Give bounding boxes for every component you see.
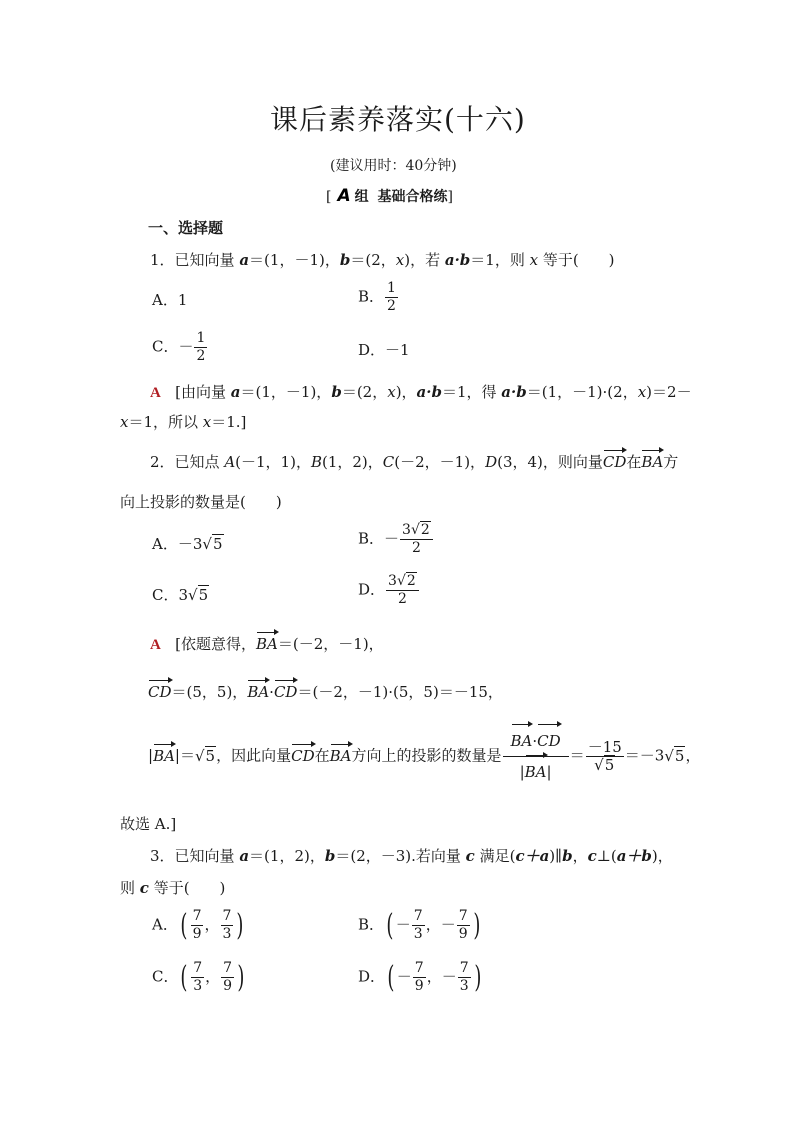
q3-stem-line1 bbox=[150, 846, 673, 866]
q2-sol2-vec-cd: CD bbox=[148, 683, 172, 701]
q1-option-b bbox=[358, 280, 399, 315]
q2-point-d: D bbox=[485, 453, 498, 471]
frac bbox=[412, 908, 425, 943]
q1-option-b-frac bbox=[385, 280, 398, 315]
q2-sol2-a: ＝(5，5)， bbox=[171, 683, 248, 701]
frac-num: 7 bbox=[458, 908, 468, 924]
q3-cond-end: )， bbox=[651, 847, 673, 865]
abs-right: |＝ bbox=[174, 746, 195, 765]
section-title: 一、选择题 bbox=[148, 219, 224, 237]
q3-cond-a: 满足( bbox=[474, 847, 516, 865]
time-note: (建议用时：40分钟) bbox=[330, 158, 457, 174]
q1-sol-c: ＝(2， bbox=[341, 383, 388, 401]
q1-sol-ab2: a·b bbox=[501, 383, 527, 401]
q2-option-c-label: C．3 bbox=[152, 586, 189, 604]
q2-coord-d: (3，4)，则向量 bbox=[497, 453, 603, 471]
q1-eq-ab: ＝1，则 bbox=[470, 251, 530, 269]
frac-den: 2 bbox=[411, 540, 421, 556]
q2-zai: 在 bbox=[626, 453, 642, 471]
abs-left: | bbox=[148, 746, 154, 765]
frac-num: 7 bbox=[459, 960, 469, 976]
frac-num: 7 bbox=[192, 908, 202, 924]
q3-stem-a: 3．已知向量 bbox=[150, 847, 240, 865]
q1-sol-vec-b: b bbox=[331, 383, 342, 401]
q2-vec-ba: BA bbox=[641, 453, 664, 471]
q2-sol1-b: ＝(－2，－1)， bbox=[277, 635, 384, 653]
q3-stem2-a: 则 bbox=[120, 879, 140, 897]
q2-option-a bbox=[152, 534, 224, 554]
q2-sol3-eq2: ＝－3 bbox=[624, 746, 665, 765]
q2-sol1-a: [依题意得， bbox=[175, 635, 257, 653]
q1-vec-a: a bbox=[239, 251, 250, 269]
sqrt-radicand: 2 bbox=[406, 573, 416, 589]
paren-left: ( bbox=[387, 959, 395, 995]
frac-den: 9 bbox=[414, 978, 424, 994]
frac-dot: · bbox=[532, 732, 538, 750]
sqrt-radicand: 5 bbox=[212, 535, 223, 553]
q2-sol1-vec-ba: BA bbox=[256, 635, 278, 653]
q2-option-d-label: D． bbox=[358, 580, 386, 599]
q3-coord-b: ＝(2，－3).若向量 bbox=[335, 847, 466, 865]
q1-eq-b2: )，若 bbox=[404, 251, 445, 269]
q2-sol3-end: ， bbox=[685, 746, 701, 765]
group-label: 组 bbox=[354, 189, 369, 205]
q2-coord-b: (1，2)， bbox=[321, 453, 383, 471]
q3-stem2-b: 等于( ) bbox=[148, 879, 226, 897]
q1-sol-a: [由向量 bbox=[175, 383, 231, 401]
q2-option-a-label: A．－3 bbox=[152, 535, 203, 553]
q3-option-c-label: C． bbox=[152, 967, 179, 986]
q3-vec-a: a bbox=[239, 847, 250, 865]
frac-den: 3 bbox=[193, 978, 203, 994]
coef: 3 bbox=[402, 522, 411, 538]
neg-sign: － bbox=[440, 915, 456, 934]
sqrt-sign: √5 bbox=[664, 746, 685, 765]
q1-option-c-label: C．－ bbox=[152, 337, 194, 356]
frac-num bbox=[386, 573, 419, 591]
q1-sol-ab: a·b bbox=[416, 383, 442, 401]
coef: 3 bbox=[388, 573, 397, 589]
q1-option-c-frac bbox=[194, 330, 207, 365]
frac bbox=[221, 960, 234, 995]
q3-c-plus-a: c＋a bbox=[515, 847, 550, 865]
sqrt-sign: √2 bbox=[410, 522, 430, 538]
q2-solution-line4: 故选 A.] bbox=[120, 815, 177, 833]
q1-sol2-x2: x bbox=[202, 413, 212, 431]
q1-var-x: x bbox=[395, 251, 405, 269]
sqrt-radicand: 5 bbox=[205, 746, 216, 765]
comma: ， bbox=[204, 915, 220, 934]
frac bbox=[458, 960, 471, 995]
frac bbox=[221, 908, 234, 943]
frac-den: 2 bbox=[196, 348, 206, 364]
q2-sol3-vec-ba2: BA bbox=[329, 746, 352, 765]
q2-stem-a: 2．已知点 bbox=[150, 453, 225, 471]
q2-sol2-b: ＝(－2，－1)·(5，5)＝－15， bbox=[297, 683, 503, 701]
q1-sol-vec-a: a bbox=[230, 383, 241, 401]
paren-left: ( bbox=[386, 907, 394, 943]
sqrt-radicand: 5 bbox=[604, 756, 615, 774]
q2-sol3-eq: ＝ bbox=[569, 746, 585, 765]
frac-vec-ba2: BA bbox=[525, 757, 547, 787]
q1-sol2-x: x bbox=[120, 413, 129, 431]
sqrt-sign: √5 bbox=[188, 586, 209, 604]
group-letter: A bbox=[337, 186, 351, 206]
q1-eq-a: ＝(1，－1)， bbox=[249, 251, 340, 269]
q1-solution-line2 bbox=[120, 412, 246, 432]
neg-sign: － bbox=[395, 915, 411, 934]
paren-right: ) bbox=[237, 959, 245, 995]
q2-option-d bbox=[358, 573, 420, 608]
q2-option-b-frac bbox=[400, 522, 433, 557]
q1-stem bbox=[150, 250, 615, 270]
q1-sol-b: ＝(1，－1)， bbox=[240, 383, 332, 401]
q1-eq-b: ＝(2， bbox=[350, 251, 396, 269]
bracket-left: [ bbox=[326, 189, 332, 205]
q1-sol-x: x bbox=[387, 383, 396, 401]
q2-sol2-vec-cd2: CD bbox=[273, 683, 298, 701]
q3-cond-c: ， bbox=[572, 847, 588, 865]
q2-sol2-dot: · bbox=[269, 683, 274, 701]
page-title: 课后素养落实(十六) bbox=[270, 103, 526, 136]
q3-a-plus-b: a＋b bbox=[616, 847, 652, 865]
bracket-right: ] bbox=[447, 189, 454, 205]
q3-vec-b2: b bbox=[562, 847, 573, 865]
paren-left: ( bbox=[180, 959, 188, 995]
frac-den: 9 bbox=[192, 926, 202, 942]
q2-sol3-zai: 在 bbox=[314, 746, 330, 765]
sqrt-radicand: 2 bbox=[420, 522, 430, 538]
q2-sol3-frac bbox=[503, 726, 569, 787]
sqrt-sign: √2 bbox=[396, 573, 416, 589]
frac-num: 7 bbox=[222, 908, 232, 924]
q1-sol2-b: ＝1.] bbox=[211, 413, 247, 431]
abs-right: | bbox=[546, 763, 552, 781]
frac-num: 7 bbox=[193, 960, 203, 976]
paren-right: ) bbox=[236, 907, 244, 943]
frac-den: 2 bbox=[397, 591, 407, 607]
q3-vec-b: b bbox=[324, 847, 336, 865]
sqrt-sign: √5 bbox=[594, 756, 615, 774]
q2-fang: 方 bbox=[663, 453, 679, 471]
q2-option-d-frac bbox=[386, 573, 419, 608]
q3-option-b bbox=[358, 908, 482, 943]
q1-option-d: D．－1 bbox=[358, 341, 410, 359]
q1-stem-pre: 1．已知向量 bbox=[150, 251, 240, 269]
q1-sol-f: ＝(1，－1)·(2， bbox=[526, 383, 638, 401]
q3-option-c bbox=[152, 960, 247, 995]
q3-stem-line2 bbox=[120, 878, 225, 898]
neg-sign: － bbox=[441, 967, 457, 986]
q1-sol2-a: ＝1，所以 bbox=[128, 413, 203, 431]
frac-num: 7 bbox=[223, 960, 233, 976]
q2-vec-cd: CD bbox=[602, 453, 627, 471]
paren-right: ) bbox=[472, 907, 481, 943]
frac-num bbox=[400, 522, 433, 540]
q2-solution-line3 bbox=[148, 726, 700, 787]
q3-perp: ⊥( bbox=[596, 847, 617, 865]
frac bbox=[191, 960, 204, 995]
q2-stem-line2: 向上投影的数量是( ) bbox=[120, 493, 282, 511]
q3-option-d bbox=[358, 960, 483, 995]
q3-stem2-c: c bbox=[139, 879, 149, 897]
q2-stem-line1 bbox=[150, 452, 678, 472]
q2-solution-line2 bbox=[148, 682, 503, 702]
q3-cond-b: )∥ bbox=[549, 847, 563, 865]
q3-option-a-label: A． bbox=[152, 915, 178, 934]
q1-option-c bbox=[152, 330, 208, 365]
q2-sol3-text2: 方向上的投影的数量是 bbox=[351, 746, 502, 765]
q3-vec-c2: c bbox=[587, 847, 597, 865]
sqrt-radicand: 5 bbox=[198, 586, 209, 604]
q2-answer: A bbox=[150, 637, 161, 653]
q2-point-b: B bbox=[310, 453, 322, 471]
frac bbox=[457, 908, 470, 943]
q2-point-c: C bbox=[382, 453, 395, 471]
frac-den: 9 bbox=[458, 926, 468, 942]
frac-den bbox=[518, 757, 554, 787]
comma: ， bbox=[426, 967, 442, 986]
frac bbox=[413, 960, 426, 995]
q3-coord-a: ＝(1，2)， bbox=[249, 847, 325, 865]
frac-den: 9 bbox=[223, 978, 233, 994]
comma: ， bbox=[205, 967, 221, 986]
q2-sol3-frac2 bbox=[586, 739, 624, 774]
group-name: 基础合格练 bbox=[377, 189, 448, 205]
q1-sol-x2: x bbox=[637, 383, 647, 401]
sqrt-sign: √5 bbox=[202, 535, 223, 553]
q2-sol3-text: ，因此向量 bbox=[216, 746, 292, 765]
q1-var-x2: x bbox=[529, 251, 539, 269]
q2-sol3-vec-cd: CD bbox=[291, 746, 315, 765]
neg-sign: － bbox=[396, 967, 412, 986]
frac-num: 7 bbox=[413, 908, 423, 924]
q2-coord-a: (－1，1)， bbox=[235, 453, 311, 471]
abs-left: | bbox=[519, 763, 525, 781]
q1-option-b-label: B． bbox=[358, 287, 385, 306]
frac-den: 2 bbox=[387, 298, 396, 314]
frac-num: 1 bbox=[387, 280, 396, 296]
q1-ab: a·b bbox=[444, 251, 471, 269]
frac-den: 3 bbox=[459, 978, 469, 994]
frac-vec-cd: CD bbox=[537, 726, 561, 756]
q2-point-a: A bbox=[224, 453, 236, 471]
q1-stem-end: 等于( ) bbox=[538, 251, 615, 269]
comma: ， bbox=[425, 915, 441, 934]
q2-sol3-vec-ba: BA bbox=[153, 746, 175, 765]
q1-sol-e: ＝1，得 bbox=[441, 383, 502, 401]
q3-option-b-label: B． bbox=[358, 915, 385, 934]
q2-sol2-vec-ba: BA bbox=[247, 683, 270, 701]
sqrt-sign: √5 bbox=[194, 746, 216, 765]
q1-sol-g: )＝2－ bbox=[646, 383, 692, 401]
q3-vec-c: c bbox=[465, 847, 475, 865]
q3-option-d-label: D． bbox=[358, 967, 386, 986]
frac-num: 1 bbox=[196, 330, 206, 346]
q1-answer: A bbox=[150, 385, 161, 401]
paren-left: ( bbox=[180, 907, 188, 943]
group-heading bbox=[326, 186, 453, 206]
paren-right: ) bbox=[473, 959, 482, 995]
q3-option-a bbox=[152, 908, 246, 943]
q2-solution-line1 bbox=[150, 634, 384, 655]
frac-den bbox=[592, 757, 617, 774]
q2-option-b-label: B．－ bbox=[358, 529, 400, 548]
q2-option-b bbox=[358, 522, 434, 557]
frac-vec-ba: BA bbox=[511, 726, 533, 756]
q2-option-c bbox=[152, 585, 209, 605]
q1-solution-line1 bbox=[150, 382, 692, 403]
q1-option-a: A．1 bbox=[152, 291, 188, 309]
q1-vec-b: b bbox=[339, 251, 351, 269]
q2-coord-c: (－2，－1)， bbox=[394, 453, 486, 471]
sqrt-radicand: 5 bbox=[674, 746, 685, 765]
q1-sol-d: )， bbox=[395, 383, 417, 401]
frac-num: 7 bbox=[414, 960, 424, 976]
frac-den: 3 bbox=[222, 926, 232, 942]
frac bbox=[191, 908, 204, 943]
frac-num: －15 bbox=[587, 738, 622, 756]
frac-den: 3 bbox=[413, 926, 423, 942]
frac-num bbox=[503, 726, 569, 757]
